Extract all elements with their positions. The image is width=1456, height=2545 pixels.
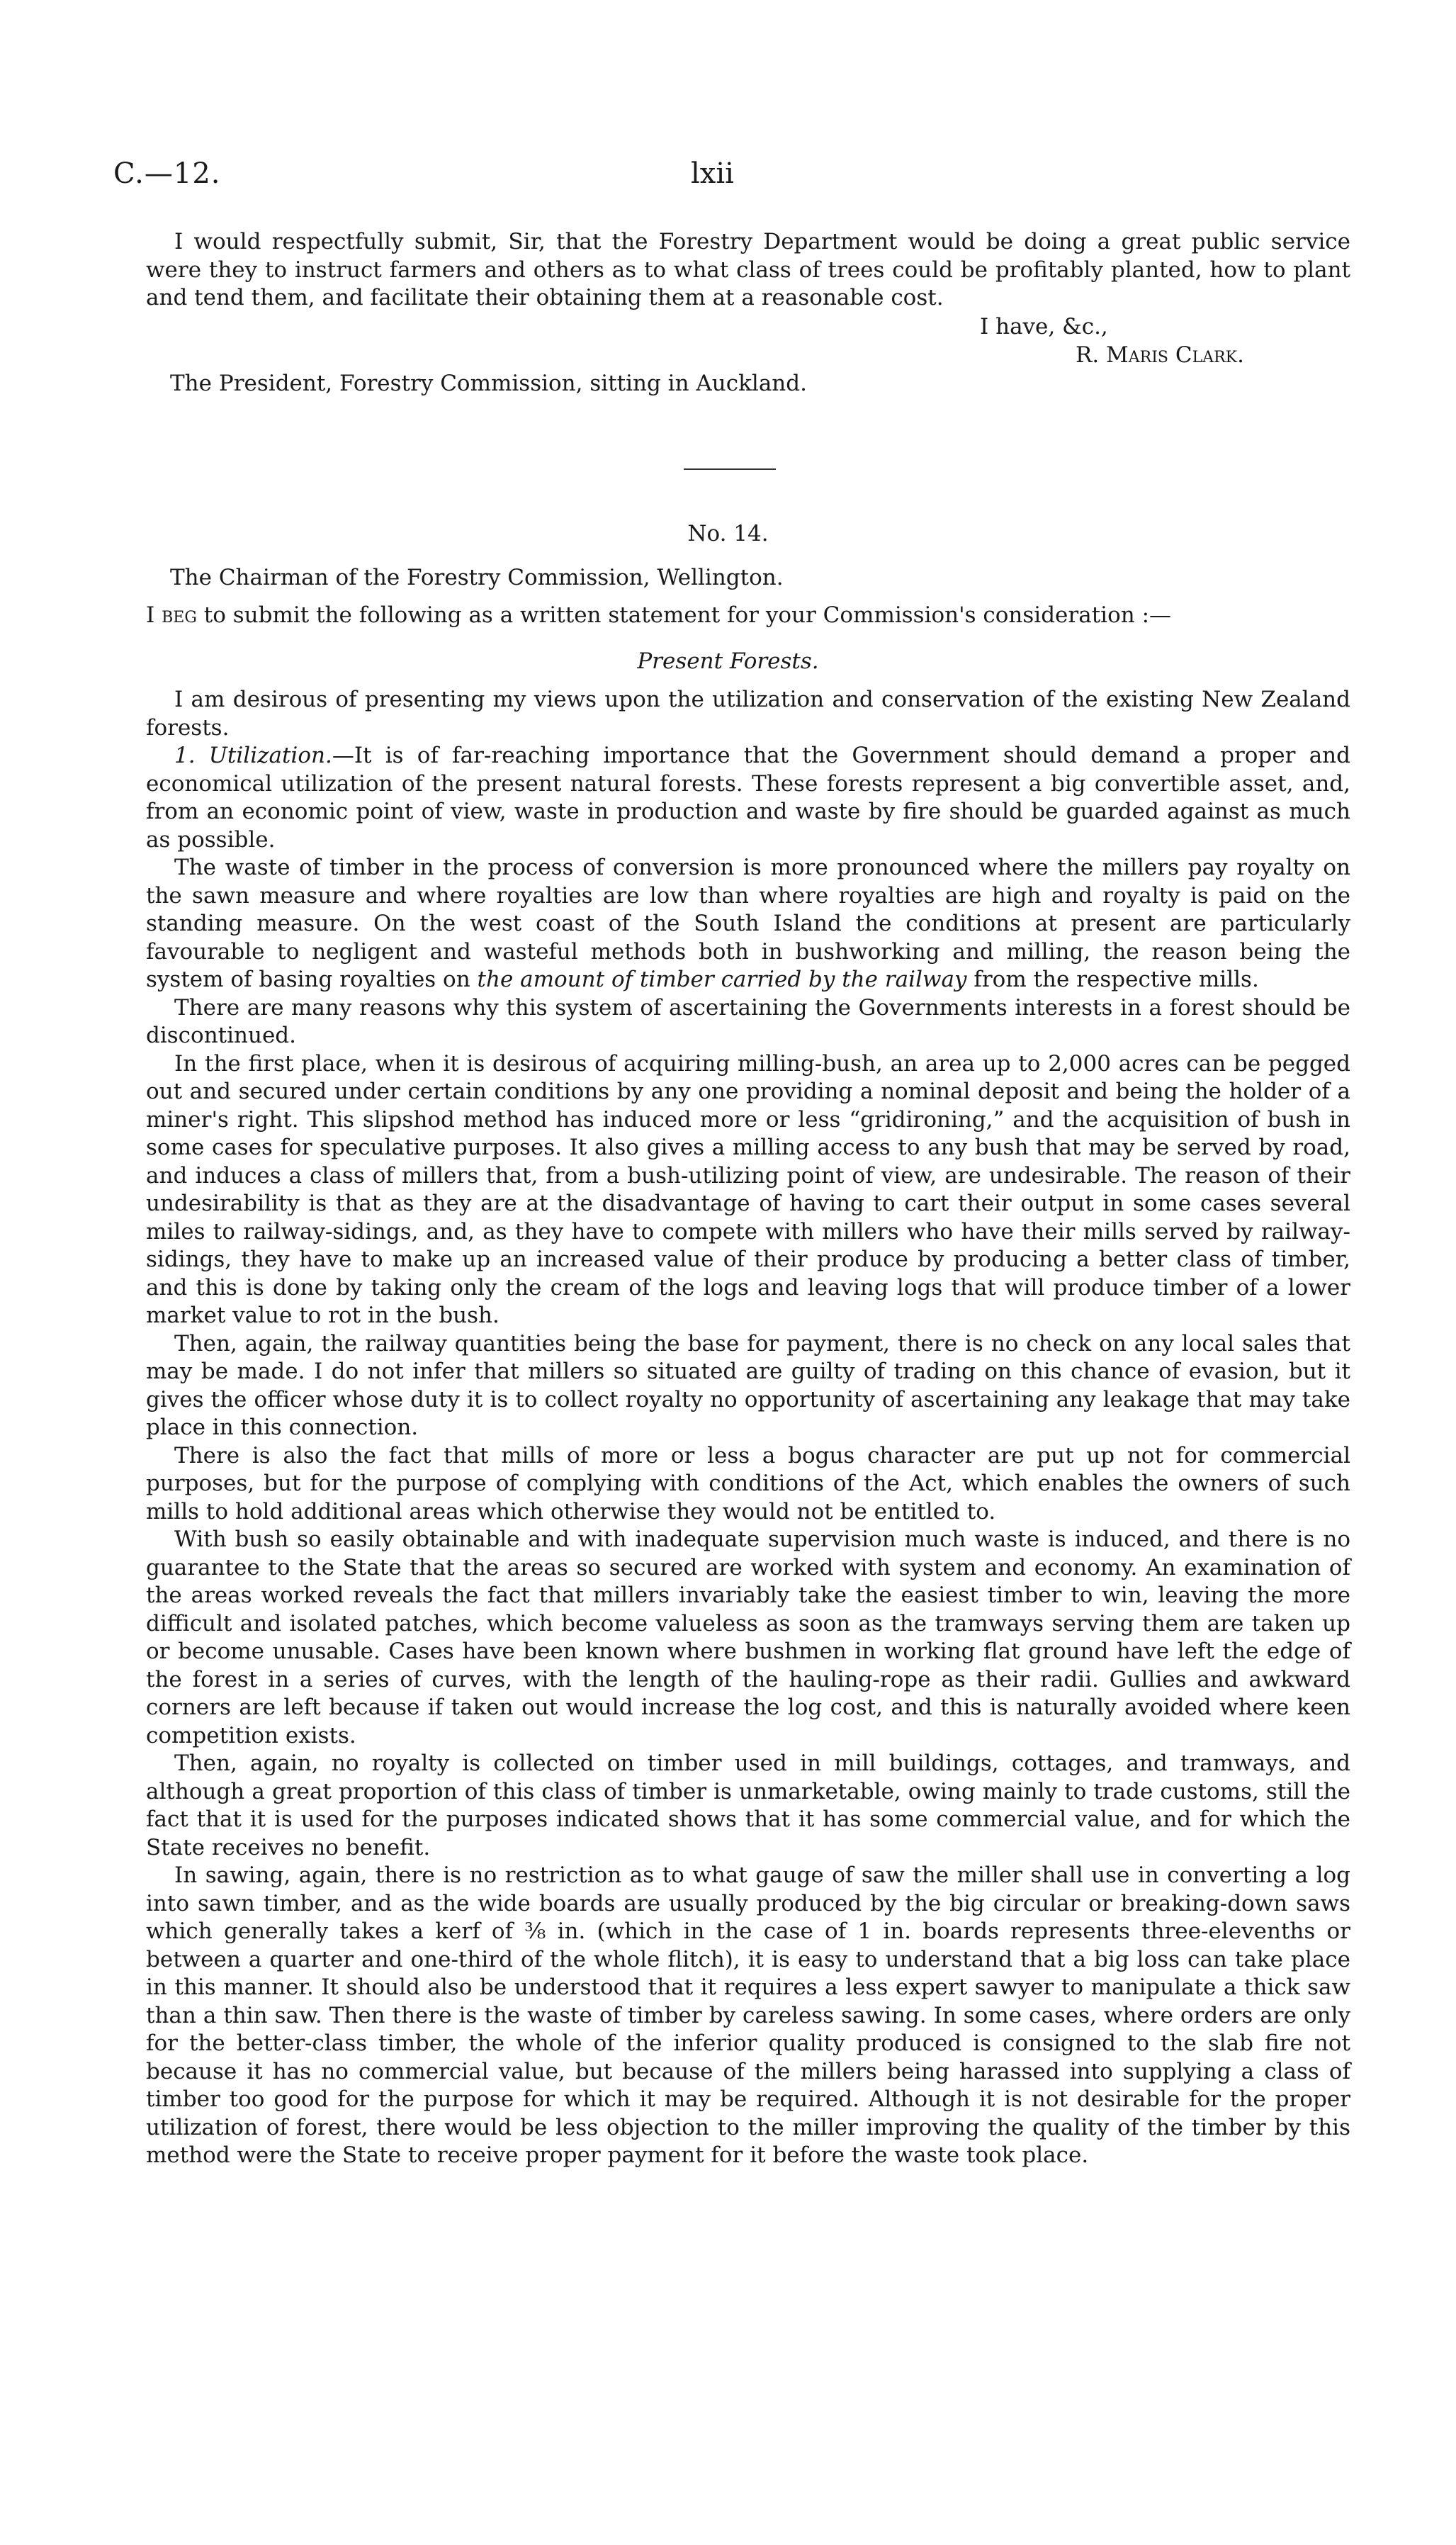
utilization-paragraph (146, 742, 1350, 854)
utilization-label: 1. Utilization. (174, 743, 332, 768)
letter-addressee: The Chairman of the Forestry Commission, Wellington. (170, 565, 784, 590)
railway-paragraph: Then, again, the railway quantities being the base for payment, there is no check on any local sales that may be made. I do not infer that millers so situated are guilty of trading on this chance of evasion, but it gives the officer whose duty it is to collect royalty no opportunity of ascertaining any leakage that may take place in this connection. (146, 1330, 1350, 1440)
document-reference: C.—12. (113, 157, 221, 190)
opening-rest: to submit the following as a written statement for your Commission's consideration :— (203, 602, 1172, 628)
bogus-mills-paragraph: There is also the fact that mills of more or less a bogus character are put up not for commercial purposes, but for the purpose of complying with conditions of the Act, which enables the owners of such mills to hold additional areas which otherwise they would not be entitled to. (146, 1442, 1350, 1524)
utilization-text: —It is of far-reaching importance that the Government should demand a proper and economical utilization of the present natural forests. These forests represent a big convertible asset, and, from an economic point of view, waste in production and waste by fire should be guarded against as much as possible. (146, 743, 1350, 853)
intro-paragraph: I am desirous of presenting my views upon the utilization and conservation of the existing New Zealand forests. (146, 687, 1350, 741)
section-heading: Present Forests. (637, 648, 819, 674)
waste-text-after: from the respective mills. (966, 967, 1259, 992)
sign-off: I have, &c., (980, 314, 1108, 339)
page-number: lxii (691, 157, 734, 190)
previous-letter-addressee: The President, Forestry Commission, sitting in Auckland. (170, 371, 807, 396)
letter-body (146, 686, 1350, 2170)
waste-text-italic: the amount of timber carried by the railway (477, 967, 967, 992)
sawing-paragraph: In sawing, again, there is no restriction as to what gauge of saw the miller shall use in converting a log into sawn timber, and as the wide boards are usually produced by the big circular or breaking-down saws which generally takes a kerf of ⅜ in. (which in the case of 1 in. boards represents three-elevenths or between a quarter and one-third of the whole flitch), it is easy to understand that a big loss can take place in this manner. It should also be understood that it requires a less expert sawyer to manipulate a thick saw than a thin saw. Then there is the waste of timber by careless sawing. In some cases, where orders are only for the better-class timber, the whole of the inferior quality produced is consigned to the slab fire not because it has no commercial value, but because of the millers being harassed into supplying a class of timber too good for the purpose for which it may be required. Although it is not desirable for the proper utilization of forest, there would be less objection to the miller improving the quality of the timber by this method were the State to receive proper payment for it before the waste took place. (146, 1863, 1350, 2168)
section-divider (684, 468, 776, 470)
reasons-paragraph: There are many reasons why this system of ascertaining the Governments interests in a forest should be discontinued. (146, 994, 1350, 1048)
letter-number: No. 14. (687, 521, 769, 546)
supervision-paragraph: With bush so easily obtainable and with inadequate supervision much waste is induced, and there is no guarantee to the State that the areas so secured are worked with system and economy. An examination of the areas worked reveals the fact that millers invariably take the easiest timber to win, leaving the more difficult and isolated patches, which become valueless as soon as the tramways serving them are taken up or become unusable. Cases have been known where bushmen in working flat ground have left the edge of the forest in a series of curves, with the length of the hauling-rope as their radii. Gullies and awkward corners are left because if taken out would increase the log cost, and this is naturally avoided where keen competition exists. (146, 1527, 1350, 1748)
letter-opening (146, 602, 1171, 628)
first-place-paragraph: In the first place, when it is desirous of acquiring milling-bush, an area up to 2,000 acres can be pegged out and secured under certain conditions by any one providing a nominal deposit and being the holder of a miner's right. This slipshod method has induced more or less “gridironing,” and the acquisition of bush in some cases for speculative purposes. It also gives a milling access to any bush that may be served by road, and induces a class of millers that, from a bush-utilizing point of view, are undesirable. The reason of their undesirability is that as they are at the disadvantage of having to cart their output in some cases several miles to railway-sidings, and, as they have to compete with millers who have their mills served by railway-sidings, they have to make up an increased value of their produce by producing a better class of timber, and this is done by taking only the cream of the logs and leaving logs that will produce timber of a lower market value to rot in the bush. (146, 1050, 1350, 1328)
signatory: R. Maris Clark. (1076, 342, 1244, 368)
opening-word: I beg (146, 602, 197, 628)
waste-text-before: The waste of timber in the process of conversion is more pronounced where the millers pay royalty on the sawn measure and where royalties are low than where royalties are high and royalty is paid on the standing measure. On the west coast of the South Island the conditions at present are particularly favourable to negligent and wasteful methods both in bushworking and milling, the reason being the system of basing royalties on (146, 855, 1350, 992)
previous-letter-paragraph: I would respectfully submit, Sir, that the Forestry Department would be doing a great public service were they to instruct farmers and others as to what class of trees could be profitably planted, how to plant and tend them, and facilitate their obtaining them at a reasonable cost. (146, 229, 1350, 310)
waste-paragraph (146, 854, 1350, 994)
royalty-paragraph: Then, again, no royalty is collected on timber used in mill buildings, cottages, and tramways, and although a great proportion of this class of timber is unmarketable, owing mainly to trade customs, still the fact that it is used for the purposes indicated shows that it has some commercial value, and for which the State receives no benefit. (146, 1751, 1350, 1860)
previous-letter-body (146, 228, 1350, 313)
